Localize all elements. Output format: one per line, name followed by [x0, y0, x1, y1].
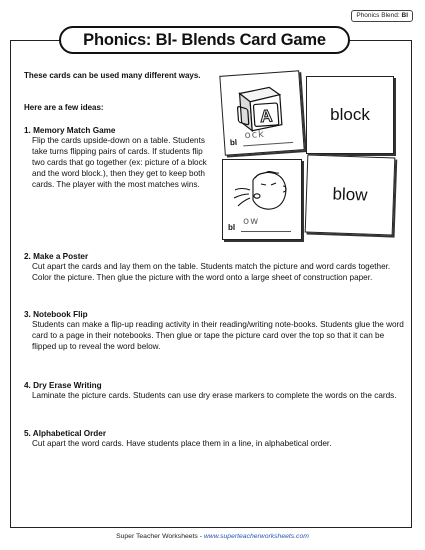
section-heading: 5. Alphabetical Order: [24, 429, 107, 438]
section-body: Laminate the picture cards. Students can use dry erase markers to complete the words on the cards.: [32, 391, 397, 400]
footer-link[interactable]: www.superteacherworksheets.com: [203, 533, 309, 540]
answer-line: [241, 231, 291, 232]
section-heading: 4. Dry Erase Writing: [24, 381, 102, 390]
section-notebook-flip: [24, 309, 404, 353]
section-body: Cut apart the word cards. Have students place them in a line, in alphabetical order.: [32, 439, 332, 448]
card-prefix: bl: [229, 137, 238, 148]
section-dry-erase: [24, 380, 404, 402]
section-make-poster: [24, 251, 404, 284]
section-body: Students can make a flip-up reading activity in their reading/writing note-books. Students glue the word card to a page in their notebooks. Then glue or tape the picture card over the top so that it can be flipped up to reveal the word below.: [32, 320, 404, 351]
section-heading: 2. Make a Poster: [24, 252, 89, 261]
footer: [0, 533, 425, 540]
ideas-heading: Here are a few ideas:: [24, 103, 104, 112]
section-heading: 1. Memory Match Game: [24, 126, 116, 135]
block-picture-card: [219, 70, 304, 155]
footer-text: Super Teacher Worksheets -: [116, 533, 204, 540]
blow-picture-card: [222, 159, 302, 240]
page-title: Phonics: Bl- Blends Card Game: [59, 26, 350, 54]
section-heading: 3. Notebook Flip: [24, 310, 88, 319]
blow-word-card: [305, 154, 396, 235]
block-word-card: [306, 76, 394, 154]
block-letter: A: [259, 106, 274, 127]
handwritten-answer: ow: [243, 216, 260, 227]
section-body: Cut apart the cards and lay them on the table. Students match the picture and word cards together. Color the picture. Then glue the picture with the word onto a large sheet of construction paper.: [32, 262, 391, 282]
phonics-blend-tag: [351, 10, 413, 22]
card-word: block: [330, 105, 370, 124]
handwritten-answer: ock: [244, 128, 266, 142]
section-memory-match: [24, 125, 214, 191]
intro-text: These cards can be used many different ways.: [24, 71, 201, 80]
tag-label: Phonics Blend:: [356, 12, 400, 19]
section-body: Flip the cards upside-down on a table. Students take turns flipping pairs of cards. If students flip two cards that go together (ex: picture of a block and the word block.), then they get to keep both cards. The player with the most matches wins.: [32, 136, 207, 189]
section-alphabetical-order: [24, 428, 404, 450]
card-word: blow: [332, 184, 368, 205]
tag-value: Bl: [401, 12, 408, 19]
card-prefix: bl: [228, 223, 236, 232]
